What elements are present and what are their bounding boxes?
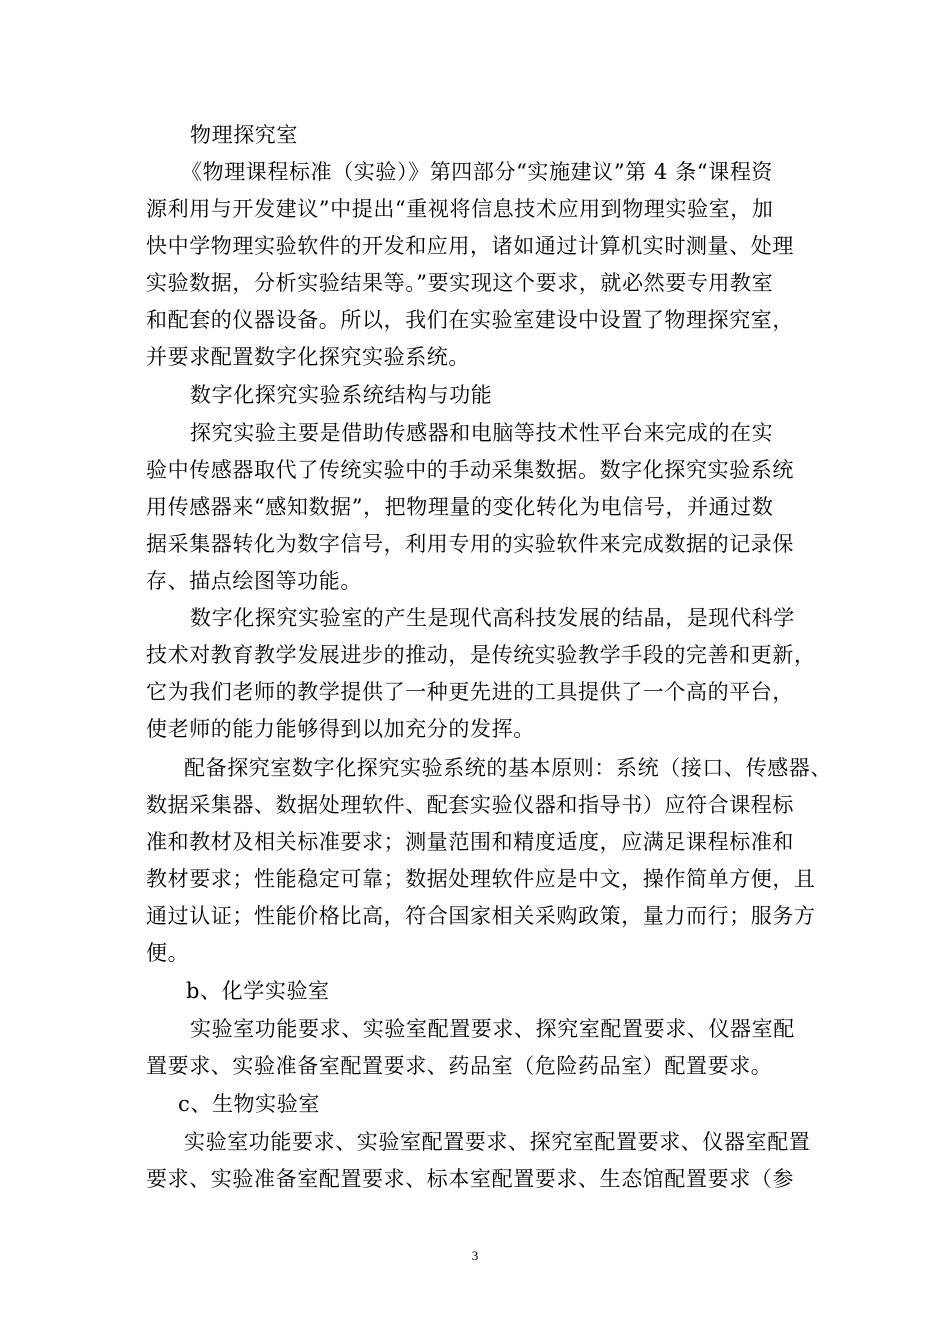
paragraph-line: 通过认证；性能价格比高，符合国家相关采购政策，量力而行；服务方 — [146, 904, 816, 928]
paragraph-line: 实验室功能要求、实验室配置要求、探究室配置要求、仪器室配 — [190, 1017, 795, 1041]
paragraph-line: 实验数据，分析实验结果等。”要实现这个要求，就必然要专用教室 — [146, 271, 774, 295]
paragraph-line: 探究实验主要是借助传感器和电脑等技术性平台来完成的在实 — [190, 421, 774, 445]
paragraph-line: 配备探究室数字化探究实验系统的基本原则：系统（接口、传感器、 — [184, 756, 832, 780]
heading-physics-inquiry-room: 物理探究室 — [190, 123, 298, 147]
heading-chemistry-lab: b、化学实验室 — [186, 979, 330, 1003]
heading-biology-lab: c、生物实验室 — [178, 1092, 320, 1116]
paragraph-line: 它为我们老师的教学提供了一种更先进的工具提供了一个高的平台， — [146, 680, 794, 704]
paragraph-line: 准和教材及相关标准要求；测量范围和精度适度，应满足课程标准和 — [146, 830, 794, 854]
paragraph-line: 使老师的能力能够得到以加充分的发挥。 — [146, 717, 535, 741]
paragraph-line: 源利用与开发建议”中提出“重视将信息技术应用到物理实验室，加 — [146, 197, 774, 221]
paragraph-line: 和配套的仪器设备。所以，我们在实验室建设中设置了物理探究室， — [146, 308, 794, 332]
paragraph-line: 存、描点绘图等功能。 — [146, 569, 362, 593]
paragraph-line: 便。 — [146, 941, 190, 965]
paragraph-line: 教材要求；性能稳定可靠；数据处理软件应是中文，操作简单方便，且 — [146, 867, 816, 891]
paragraph-line: 置要求、实验准备室配置要求、药品室（危险药品室）配置要求。 — [146, 1054, 773, 1078]
paragraph-line: 数字化探究实验室的产生是现代高科技发展的结晶，是现代科学 — [190, 606, 795, 630]
paragraph-line: 并要求配置数字化探究实验系统。 — [146, 345, 470, 369]
paragraph-line: 技术对教育教学发展进步的推动，是传统实验教学手段的完善和更新， — [146, 643, 816, 667]
paragraph-line: 用传感器来“感知数据”，把物理量的变化转化为电信号，并通过数 — [146, 495, 774, 519]
page-number: 3 — [471, 1248, 479, 1263]
paragraph-line: 验中传感器取代了传统实验中的手动采集数据。数字化探究实验系统 — [146, 458, 794, 482]
heading-digital-system: 数字化探究实验系统结构与功能 — [190, 383, 493, 407]
paragraph-line: 据采集器转化为数字信号，利用专用的实验软件来完成数据的记录保 — [146, 532, 794, 556]
paragraph-line: 数据采集器、数据处理软件、配套实验仪器和指导书）应符合课程标 — [146, 793, 794, 817]
paragraph-line: 快中学物理实验软件的开发和应用，诸如通过计算机实时测量、处理 — [146, 234, 794, 258]
paragraph-line: 实验室功能要求、实验室配置要求、探究室配置要求、仪器室配置 — [184, 1130, 811, 1154]
paragraph-line: 《物理课程标准（实验）》第四部分“实施建议”第 4 条“课程资 — [181, 160, 774, 184]
paragraph-line: 要求、实验准备室配置要求、标本室配置要求、生态馆配置要求（参 — [146, 1167, 794, 1191]
